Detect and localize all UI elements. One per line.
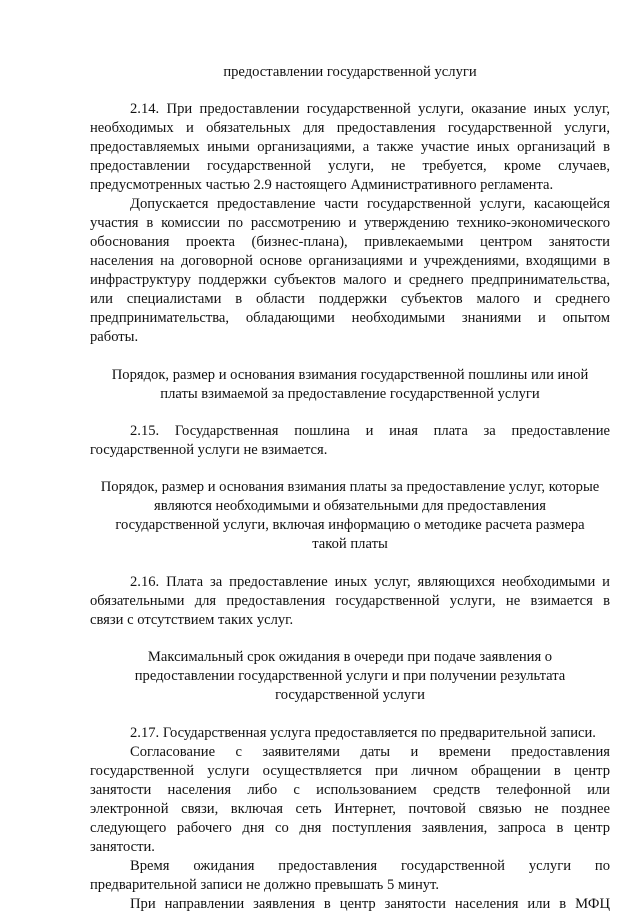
paragraph-2-16-line: связи с отсутствием таких услуг. — [90, 612, 294, 628]
section-heading-queue-line: государственной услуги — [275, 687, 425, 703]
paragraph-2-16-line: 2.16. Плата за предоставление иных услуг, являющихся необходимыми и — [130, 574, 610, 590]
paragraph-waiting-line: Время ожидания предоставления государственной услуги по — [130, 858, 610, 874]
paragraph-2-16-line: обязательными для предоставления государственной услуги, не взимается в — [90, 593, 610, 609]
section-heading-fee-line: платы взимаемой за предоставление государственной услуги — [160, 386, 540, 402]
paragraph-agreement-line: электронной связи, включая сеть Интернет, почтовой связью не позднее — [90, 801, 610, 817]
paragraph-allowed-line: работы. — [90, 329, 139, 345]
paragraph-2-15-line: государственной услуги не взимается. — [90, 442, 328, 458]
paragraph-agreement-line: Согласование с заявителями даты и времени предоставления — [130, 744, 610, 760]
paragraph-agreement-line: государственной услуги осуществляется при личном обращении в центр — [90, 763, 610, 779]
paragraph-2-14-line: необходимых и обязательных для предоставления государственной услуги, — [90, 120, 610, 136]
section-heading-payment-line: такой платы — [312, 536, 388, 552]
paragraph-allowed-line: предпринимательства, обладающими необходимыми знаниями и опытом — [90, 310, 610, 326]
paragraph-agreement-line: занятости населения либо с использованием средств телефонной или — [90, 782, 610, 798]
section-heading-queue-line: Максимальный срок ожидания в очереди при подаче заявления о — [147, 649, 553, 665]
paragraph-direction-line: При направлении заявления в центр занятости населения или в МФЦ — [130, 896, 610, 912]
section-heading-payment-line: Порядок, размер и основания взимания платы за предоставление услуг, которые — [100, 479, 600, 495]
paragraph-allowed-line: или специалистами в области поддержки субъектов малого и среднего — [90, 291, 610, 307]
paragraph-allowed-line: Допускается предоставление части государственной услуги, касающейся — [130, 196, 610, 212]
paragraph-2-15-line: 2.15. Государственная пошлина и иная плата за предоставление — [130, 423, 610, 439]
paragraph-agreement-line: занятости. — [90, 839, 155, 855]
paragraph-allowed-line: населения на договорной основе организациями и учреждениями, входящими в — [90, 253, 610, 269]
paragraph-allowed-line: обоснования проекта (бизнес-плана), привлекаемыми центром занятости — [90, 234, 610, 250]
paragraph-2-14-line: 2.14. При предоставлении государственной услуги, оказание иных услуг, — [130, 101, 610, 117]
section-heading-payment-line: являются необходимыми и обязательными для предоставления — [154, 498, 546, 514]
paragraph-allowed-line: участия в комиссии по рассмотрению и утверждению технико-экономического — [90, 215, 610, 231]
paragraph-waiting-line: предварительной записи не должно превышать 5 минут. — [90, 877, 439, 893]
paragraph-2-17-line: 2.17. Государственная услуга предоставляется по предварительной записи. — [130, 725, 596, 741]
page-header: предоставлении государственной услуги — [223, 64, 477, 80]
paragraph-2-14-line: предоставляемых иными организациями, а также участие иных организаций в — [90, 139, 610, 155]
paragraph-allowed-line: инфраструктуру поддержки субъектов малого и среднего предпринимательства, — [90, 272, 610, 288]
paragraph-agreement-line: следующего рабочего дня со дня поступления заявления, запроса в центр — [90, 820, 610, 836]
section-heading-fee-line: Порядок, размер и основания взимания государственной пошлины или иной — [111, 367, 589, 383]
paragraph-2-14-line: предусмотренных частью 2.9 настоящего Административного регламента. — [90, 177, 554, 193]
paragraph-2-14-line: предоставлении государственной услуги, не требуется, кроме случаев, — [90, 158, 610, 174]
section-heading-payment-line: государственной услуги, включая информацию о методике расчета размера — [115, 517, 585, 533]
section-heading-queue-line: предоставлении государственной услуги и при получении результата — [134, 668, 566, 684]
